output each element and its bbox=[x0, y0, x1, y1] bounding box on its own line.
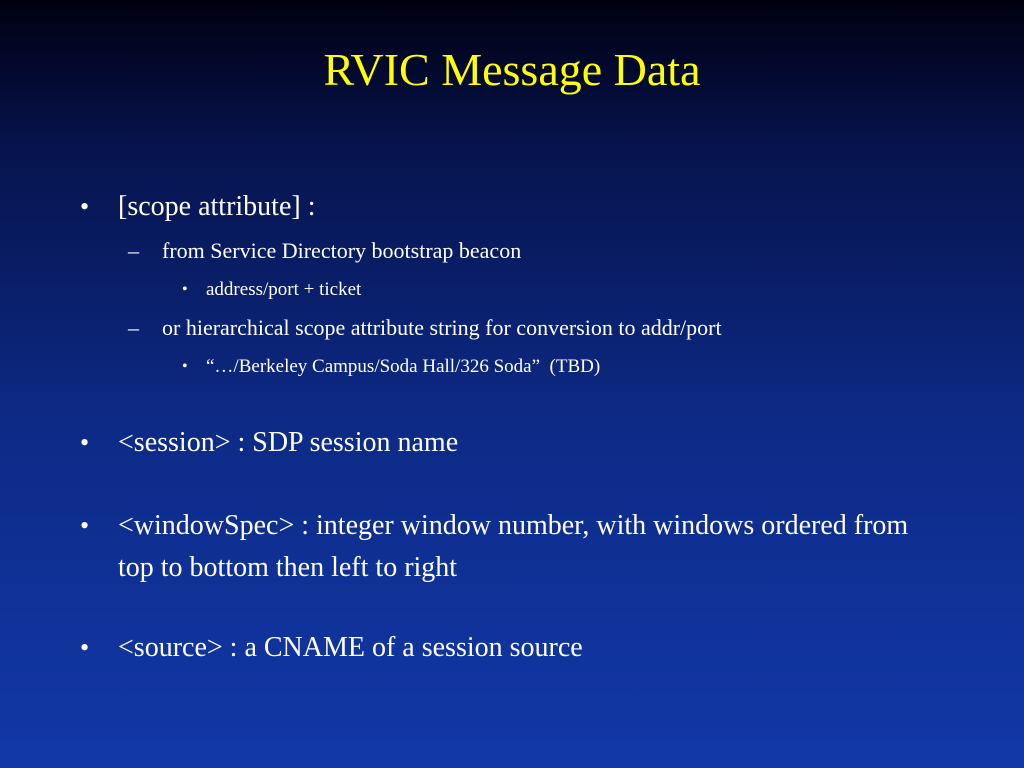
slide-title: RVIC Message Data bbox=[323, 44, 701, 95]
bullet-text: <session> : SDP session name bbox=[118, 427, 459, 458]
bullet-marker: • bbox=[182, 281, 188, 298]
sub-bullet-text: from Service Directory bootstrap beacon bbox=[162, 238, 522, 263]
sub-sub-bullet-berkeley-path bbox=[182, 353, 882, 381]
bullet-window-spec bbox=[80, 505, 940, 589]
bullet-marker: • bbox=[80, 192, 90, 221]
bullet-text: [scope attribute] : bbox=[118, 191, 316, 222]
bullet-text: <source> : a CNAME of a session source bbox=[118, 632, 583, 663]
bullet-marker: • bbox=[182, 358, 188, 375]
bullet-marker: • bbox=[80, 633, 90, 662]
sub-bullet-hierarchical-scope bbox=[128, 312, 988, 344]
sub-sub-bullet-text: “…/Berkeley Campus/Soda Hall/326 Soda” (TBD) bbox=[206, 356, 601, 377]
bullet-marker: • bbox=[80, 428, 90, 457]
bullet-scope-attribute bbox=[80, 186, 940, 228]
sub-bullet-service-directory bbox=[128, 235, 928, 267]
bullet-source bbox=[80, 627, 940, 669]
sub-sub-bullet-address-port bbox=[182, 276, 882, 304]
bullet-marker: • bbox=[80, 511, 90, 540]
sub-sub-bullet-text: address/port + ticket bbox=[206, 279, 362, 300]
dash-marker: – bbox=[128, 238, 139, 263]
sub-bullet-text: or hierarchical scope attribute string for conversion to addr/port bbox=[162, 315, 722, 340]
bullet-session bbox=[80, 422, 940, 464]
dash-marker: – bbox=[128, 315, 139, 340]
bullet-text: <windowSpec> : integer window number, with windows ordered from top to bottom then left to right bbox=[118, 510, 909, 583]
